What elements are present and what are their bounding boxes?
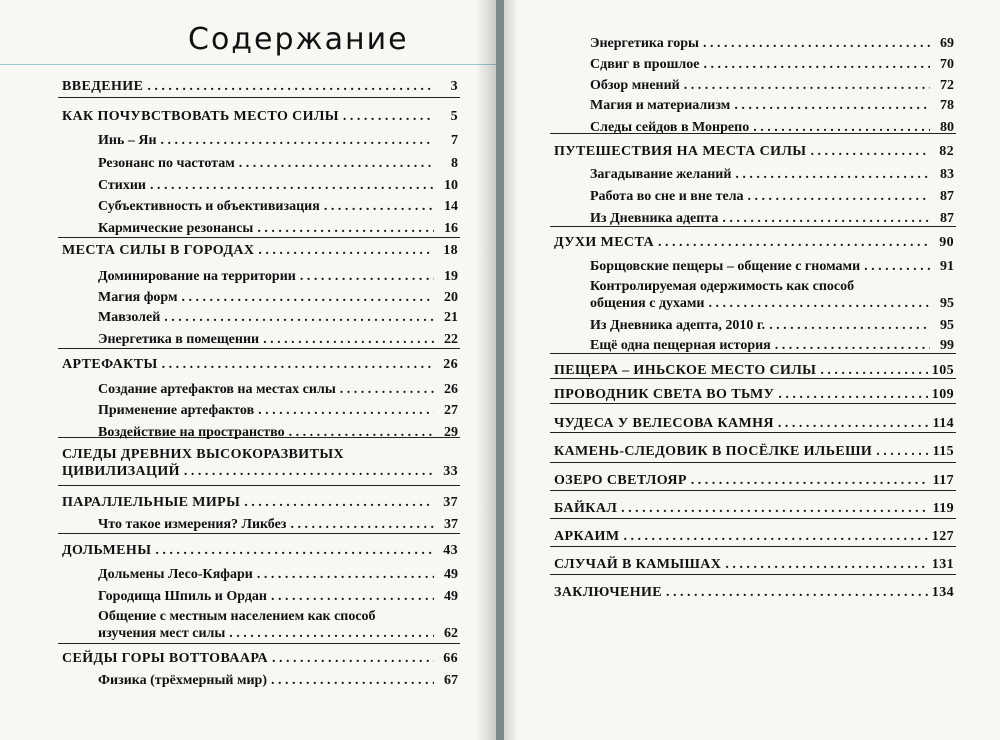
toc-entry[interactable] [554,528,954,545]
toc-page-number: 90 [939,235,954,250]
toc-page-number: 16 [444,221,458,236]
toc-entry-title: Следы сейдов в Монрепо [590,120,750,135]
toc-entry[interactable] [590,119,954,136]
toc-page-number: 7 [451,133,458,148]
toc-entry-title: Физика (трёхмерный мир) [98,673,267,688]
leader-dots [324,198,434,215]
toc-entry[interactable] [98,516,458,533]
leader-dots [703,35,930,52]
leader-dots [258,402,434,419]
toc-entry[interactable] [590,188,954,205]
leader-dots [753,119,930,136]
toc-entry-title: ПУТЕШЕСТВИЯ НА МЕСТА СИЛЫ [554,144,807,159]
toc-entry[interactable] [554,143,954,160]
toc-entry[interactable] [62,78,458,95]
leader-dots [769,317,930,334]
toc-page-number: 87 [940,189,954,204]
toc-entry-title: ЗАКЛЮЧЕНИЕ [554,585,663,600]
toc-entry[interactable] [98,177,458,194]
toc-page-number: 10 [444,178,458,193]
leader-dots [666,584,928,601]
leader-dots [257,220,434,237]
toc-entry[interactable] [590,77,954,94]
toc-entry-title: ДОЛЬМЕНЫ [62,543,152,558]
gutter-shadow [504,0,518,740]
toc-entry[interactable] [554,443,954,460]
section-divider [550,546,956,547]
toc-entry-title: Дольмены Лесо-Кяфари [98,567,253,582]
toc-entry[interactable] [62,356,458,373]
toc-entry-title: Создание артефактов на местах силы [98,382,336,397]
toc-entry[interactable] [590,56,954,73]
toc-entry[interactable] [554,386,954,403]
toc-entry-title: ПРОВОДНИК СВЕТА ВО ТЬМУ [554,387,775,402]
toc-entry[interactable] [554,556,954,573]
leader-dots [778,415,929,432]
toc-entry-title: АРТЕФАКТЫ [62,357,158,372]
toc-entry[interactable] [98,220,458,237]
toc-page-number: 33 [443,464,458,479]
toc-entry-title: Субъективность и объективизация [98,199,320,214]
toc-entry-title: Борщовские пещеры – общение с гномами [590,259,861,274]
page-edge-rule [0,64,496,65]
toc-entry-title: Энергетика горы [590,36,699,51]
toc-page-number: 66 [443,651,458,666]
toc-page-number: 26 [444,382,458,397]
toc-entry[interactable] [62,108,458,125]
leader-dots [864,258,930,275]
toc-entry[interactable] [590,35,954,52]
leader-dots [722,210,930,227]
toc-page-number: 69 [940,36,954,51]
section-divider [58,97,460,98]
leader-dots [708,295,930,312]
toc-page-number: 14 [444,199,458,214]
toc-entry-title: Загадывание желаний [590,167,732,182]
leader-dots [623,528,927,545]
toc-entry[interactable] [62,494,458,511]
leader-dots [289,424,434,441]
toc-entry-title: Из Дневника адепта [590,211,719,226]
toc-entry[interactable] [62,542,458,559]
leader-dots [150,177,434,194]
toc-entry[interactable] [554,584,954,601]
toc-entry-title: ПАРАЛЛЕЛЬНЫЕ МИРЫ [62,495,241,510]
toc-entry-title: Ещё одна пещерная история [590,338,771,353]
section-divider [550,490,956,491]
toc-page-number: 80 [940,120,954,135]
toc-entry-title: Инь – Ян [98,133,157,148]
leader-dots [239,155,434,172]
toc-entry[interactable] [590,278,954,312]
toc-entry-title: Контролируемая одержимость как способ [590,279,855,294]
toc-entry[interactable] [590,97,954,114]
toc-page-number: 114 [932,416,954,431]
toc-page-number: 37 [444,517,458,532]
leader-dots [658,234,930,251]
toc-entry-title: Работа во сне и вне тела [590,189,744,204]
toc-entry-title: Мавзолей [98,310,161,325]
toc-page-number: 67 [444,673,458,688]
toc-entry[interactable] [554,500,954,517]
section-divider [550,403,956,404]
toc-entry-title: Магия и материализм [590,98,731,113]
toc-page-number: 82 [939,144,954,159]
toc-entry-title: КАМЕНЬ-СЛЕДОВИК В ПОСЁЛКЕ ИЛЬЕШИ [554,444,873,459]
toc-page-number: 83 [940,167,954,182]
leader-dots [184,463,434,480]
leader-dots [244,494,434,511]
toc-page-number: 91 [940,259,954,274]
toc-page-number: 119 [932,501,954,516]
leader-dots [748,188,930,205]
toc-entry[interactable] [590,258,954,275]
toc-page-number: 109 [931,387,954,402]
toc-page-number: 62 [444,626,458,641]
toc-entry-title: Энергетика в помещении [98,332,260,347]
leader-dots [162,356,434,373]
toc-entry-title-cont: ЦИВИЛИЗАЦИЙ [62,464,180,479]
toc-page-number: 99 [940,338,954,353]
toc-entry[interactable] [98,198,458,215]
toc-entry[interactable] [98,331,458,348]
section-divider [58,237,460,238]
toc-entry[interactable] [98,566,458,583]
toc-entry[interactable] [98,588,458,605]
toc-page-number: 43 [443,543,458,558]
toc-entry-title: ОЗЕРО СВЕТЛОЯР [554,473,687,488]
section-divider [550,574,956,575]
toc-page-number: 20 [444,290,458,305]
toc-entry[interactable] [98,155,458,172]
right-page [504,0,1000,740]
toc-entry[interactable] [590,337,954,354]
toc-page-number: 37 [443,495,458,510]
leader-dots [271,588,434,605]
toc-entry[interactable] [590,317,954,334]
toc-entry[interactable] [554,415,954,432]
toc-entry-title-cont: общения с духами [590,296,705,311]
leader-dots [263,331,434,348]
leader-dots [300,268,434,285]
leader-dots [258,242,434,259]
toc-entry-title: Магия форм [98,290,178,305]
toc-entry-title: Обзор мнений [590,78,680,93]
toc-entry[interactable] [98,672,458,689]
toc-entry-title: ЧУДЕСА У ВЕЛЕСОВА КАМНЯ [554,416,774,431]
toc-page-number: 21 [444,310,458,325]
toc-entry-title: Сдвиг в прошлое [590,57,700,72]
leader-dots [735,166,930,183]
toc-page-number: 127 [931,529,954,544]
gutter-shadow [476,0,496,740]
toc-page-number: 95 [940,318,954,333]
leader-dots [820,362,927,379]
toc-page-number: 49 [444,567,458,582]
toc-page-number: 22 [444,332,458,347]
section-divider [550,462,956,463]
toc-entry[interactable] [98,424,458,441]
section-divider [58,643,460,644]
leader-dots [684,77,930,94]
leader-dots [343,108,434,125]
toc-page-number: 27 [444,403,458,418]
toc-entry-title: Городища Шпиль и Ордан [98,589,267,604]
section-divider [58,348,460,349]
leader-dots [182,289,434,306]
toc-page-number: 3 [450,79,458,94]
toc-page-number: 8 [451,156,458,171]
leader-dots [290,516,434,533]
toc-entry-title: Кармические резонансы [98,221,254,236]
toc-page-number: 72 [940,78,954,93]
leader-dots [703,56,930,73]
leader-dots [725,556,927,573]
toc-entry[interactable] [98,608,458,642]
section-divider [58,533,460,534]
toc-entry-title: Резонанс по частотам [98,156,235,171]
toc-page-number: 131 [931,557,954,572]
toc-page-number: 49 [444,589,458,604]
leader-dots [778,386,927,403]
toc-page-number: 5 [450,109,458,124]
leader-dots [691,472,929,489]
toc-entry-title: Стихии [98,178,147,193]
section-divider [550,432,956,433]
leader-dots [272,650,434,667]
toc-entry-title: АРКАИМ [554,529,620,544]
toc-title: Содержание [188,22,409,57]
toc-entry-title: ПЕЩЕРА – ИНЬСКОЕ МЕСТО СИЛЫ [554,363,817,378]
leader-dots [621,500,928,517]
toc-page-number: 95 [940,296,954,311]
toc-entry-title: ВВЕДЕНИЕ [62,79,144,94]
toc-entry[interactable] [590,166,954,183]
toc-entry-title: КАК ПОЧУВСТВОВАТЬ МЕСТО СИЛЫ [62,109,339,124]
toc-entry[interactable] [590,210,954,227]
leader-dots [810,143,930,160]
toc-entry[interactable] [98,289,458,306]
toc-page-number: 26 [443,357,458,372]
toc-entry-title: МЕСТА СИЛЫ В ГОРОДАХ [62,243,255,258]
toc-page-number: 18 [443,243,458,258]
leader-dots [147,78,434,95]
toc-entry-title: Доминирование на территории [98,269,296,284]
toc-entry[interactable] [554,472,954,489]
toc-page-number: 115 [932,444,954,459]
toc-page-number: 87 [940,211,954,226]
toc-page-number: 78 [940,98,954,113]
toc-entry[interactable] [98,381,458,398]
toc-entry-title: Из Дневника адепта, 2010 г. [590,318,766,333]
toc-entry-title: СЕЙДЫ ГОРЫ ВОТТОВААРА [62,651,269,666]
left-page [0,0,496,740]
toc-entry[interactable] [554,234,954,251]
toc-entry[interactable] [62,446,458,480]
toc-entry[interactable] [62,242,458,259]
leader-dots [876,443,928,460]
leader-dots [229,625,434,642]
toc-entry[interactable] [554,362,954,379]
toc-entry[interactable] [98,402,458,419]
toc-page-number: 70 [940,57,954,72]
toc-entry-title: Общение с местным населением как способ [98,609,376,624]
section-divider [58,485,460,486]
toc-page-number: 105 [931,363,954,378]
toc-page-number: 134 [931,585,954,600]
leader-dots [164,309,434,326]
leader-dots [271,672,434,689]
toc-entry-title: Применение артефактов [98,403,255,418]
toc-entry[interactable] [98,309,458,326]
leader-dots [257,566,434,583]
toc-entry-title: ДУХИ МЕСТА [554,235,654,250]
toc-entry-title: СЛУЧАЙ В КАМЫШАХ [554,557,722,572]
toc-entry-title-cont: изучения мест силы [98,626,226,641]
toc-entry-title: Воздействие на пространство [98,425,285,440]
toc-page-number: 29 [444,425,458,440]
toc-entry[interactable] [62,650,458,667]
leader-dots [734,97,930,114]
leader-dots [161,132,434,149]
section-divider [550,518,956,519]
leader-dots [155,542,434,559]
leader-dots [775,337,930,354]
leader-dots [340,381,434,398]
toc-entry-title: СЛЕДЫ ДРЕВНИХ ВЫСОКОРАЗВИТЫХ [62,447,344,462]
toc-page-number: 19 [444,269,458,284]
toc-page-number: 117 [932,473,954,488]
toc-entry[interactable] [98,268,458,285]
toc-entry-title: БАЙКАЛ [554,501,618,516]
toc-entry-title: Что такое измерения? Ликбез [98,517,287,532]
toc-entry[interactable] [98,132,458,149]
